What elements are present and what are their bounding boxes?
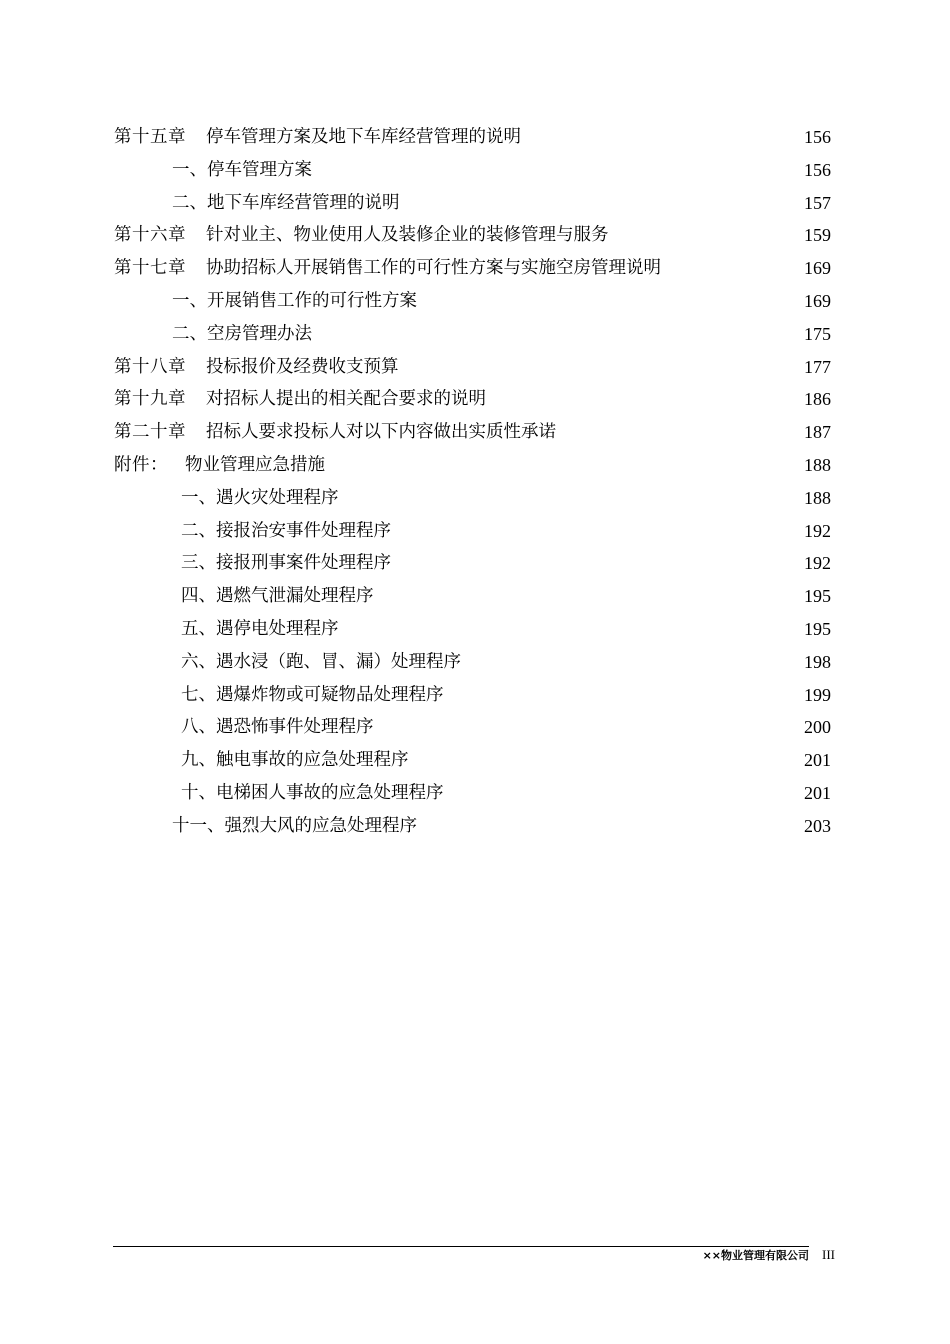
toc-page-number: 195 bbox=[804, 618, 831, 639]
toc-entry-text: 三、接报刑事案件处理程序 bbox=[181, 553, 391, 574]
toc-chapter-number: 第十八章 bbox=[114, 356, 186, 377]
toc-entry-text: 四、遇燃气泄漏处理程序 bbox=[181, 586, 374, 607]
toc-chapter-number: 附件： bbox=[114, 454, 168, 475]
toc-entry-title bbox=[181, 580, 374, 613]
toc-entry-title bbox=[172, 154, 312, 187]
toc-entry-text: 物业管理应急措施 bbox=[185, 454, 325, 475]
toc-entry-text: 十一、强烈大风的应急处理程序 bbox=[172, 815, 417, 836]
toc-entry[interactable] bbox=[0, 285, 950, 318]
toc-chapter-number: 第二十章 bbox=[114, 422, 186, 443]
toc-entry-title bbox=[181, 613, 339, 646]
toc-entry[interactable] bbox=[0, 547, 950, 580]
toc-page-number: 198 bbox=[804, 651, 831, 672]
toc-entry[interactable] bbox=[0, 711, 950, 744]
toc-entry-title bbox=[181, 547, 391, 580]
toc-entry-title bbox=[181, 679, 444, 712]
toc-entry-text: 招标人要求投标人对以下内容做出实质性承诺 bbox=[206, 422, 556, 443]
toc-entry-text: 对招标人提出的相关配合要求的说明 bbox=[206, 389, 486, 410]
toc-entry[interactable] bbox=[0, 777, 950, 810]
toc-entry[interactable] bbox=[0, 613, 950, 646]
toc-entry-text: 七、遇爆炸物或可疑物品处理程序 bbox=[181, 684, 444, 705]
toc-entry-text: 投标报价及经费收支预算 bbox=[206, 356, 399, 377]
toc-entry-title bbox=[172, 810, 417, 843]
toc-entry-text: 五、遇停电处理程序 bbox=[181, 618, 339, 639]
toc-entry-text: 六、遇水浸（跑、冒、漏）处理程序 bbox=[181, 651, 461, 672]
toc-entry[interactable] bbox=[0, 318, 950, 351]
toc-page-number: 188 bbox=[804, 454, 831, 475]
toc-page-number: 199 bbox=[804, 684, 831, 705]
toc-entry-text: 协助招标人开展销售工作的可行性方案与实施空房管理说明 bbox=[206, 258, 661, 279]
toc-entry-title bbox=[114, 121, 521, 154]
toc-entry-text: 八、遇恐怖事件处理程序 bbox=[181, 717, 374, 738]
toc-page-number: 195 bbox=[804, 586, 831, 607]
toc-entry-text: 一、开展销售工作的可行性方案 bbox=[172, 290, 417, 311]
toc-entry-title bbox=[172, 187, 400, 220]
toc-page-number: 157 bbox=[804, 192, 831, 213]
toc-chapter-number: 第十五章 bbox=[114, 127, 186, 147]
toc-entry-title bbox=[114, 351, 399, 384]
toc-chapter-number: 第十九章 bbox=[114, 389, 186, 410]
toc-entry-title bbox=[181, 777, 444, 810]
toc-entry-text: 一、停车管理方案 bbox=[172, 159, 312, 180]
toc-entry-title bbox=[114, 416, 556, 449]
toc-page-number: 169 bbox=[804, 290, 831, 311]
toc-entry-title bbox=[181, 646, 461, 679]
toc-entry-title bbox=[181, 711, 374, 744]
toc-page-number: 201 bbox=[804, 750, 831, 771]
toc-entry[interactable] bbox=[0, 515, 950, 548]
toc-page-number: 187 bbox=[804, 422, 831, 443]
toc-chapter-number: 第十六章 bbox=[114, 225, 186, 246]
toc-entry-title bbox=[181, 482, 339, 515]
toc-entry[interactable] bbox=[0, 416, 950, 449]
toc-entry[interactable] bbox=[0, 580, 950, 613]
toc-entry[interactable] bbox=[0, 810, 950, 843]
toc-page-number: 169 bbox=[804, 258, 831, 279]
toc-entry[interactable] bbox=[0, 482, 950, 515]
toc-entry-text: 针对业主、物业使用人及装修企业的装修管理与服务 bbox=[206, 225, 609, 246]
toc-entry[interactable] bbox=[0, 383, 950, 416]
toc-page-number: 156 bbox=[804, 159, 831, 180]
toc-entry-text: 二、空房管理办法 bbox=[172, 323, 312, 344]
toc-entry-title bbox=[181, 515, 391, 548]
toc-entry-text: 二、接报治安事件处理程序 bbox=[181, 520, 391, 541]
toc-entry[interactable] bbox=[0, 679, 950, 712]
toc-entry[interactable] bbox=[0, 744, 950, 777]
toc-entry-title bbox=[181, 744, 409, 777]
toc-entry-title bbox=[172, 318, 312, 351]
toc-entry-text: 十、电梯困人事故的应急处理程序 bbox=[181, 782, 444, 803]
toc-entry[interactable] bbox=[0, 121, 950, 154]
toc-page-number: 156 bbox=[804, 127, 831, 147]
toc-entry-text: 停车管理方案及地下车库经营管理的说明 bbox=[206, 127, 521, 147]
footer-page-number: III bbox=[822, 1247, 835, 1262]
toc-page-number: 192 bbox=[804, 520, 831, 541]
table-of-contents bbox=[0, 121, 950, 843]
toc-entry-text: 九、触电事故的应急处理程序 bbox=[181, 750, 409, 771]
toc-entry-title bbox=[172, 285, 417, 318]
toc-entry-title bbox=[114, 449, 325, 482]
toc-page-number: 203 bbox=[804, 815, 831, 836]
toc-entry[interactable] bbox=[0, 646, 950, 679]
footer-company-name: ××物业管理有限公司 bbox=[702, 1249, 809, 1262]
toc-page-number: 201 bbox=[804, 782, 831, 803]
toc-page-number: 159 bbox=[804, 225, 831, 246]
toc-page-number: 200 bbox=[804, 717, 831, 738]
toc-page-number: 188 bbox=[804, 487, 831, 508]
toc-chapter-number: 第十七章 bbox=[114, 258, 186, 279]
toc-entry[interactable] bbox=[0, 154, 950, 187]
toc-entry-title bbox=[114, 383, 486, 416]
toc-entry-title bbox=[114, 219, 609, 252]
toc-page-number: 177 bbox=[804, 356, 831, 377]
toc-entry-title bbox=[114, 252, 661, 285]
toc-page-number: 175 bbox=[804, 323, 831, 344]
toc-entry[interactable] bbox=[0, 187, 950, 220]
toc-entry[interactable] bbox=[0, 219, 950, 252]
toc-entry[interactable] bbox=[0, 252, 950, 285]
toc-page-number: 186 bbox=[804, 389, 831, 410]
toc-page-number: 192 bbox=[804, 553, 831, 574]
toc-entry[interactable] bbox=[0, 449, 950, 482]
toc-entry-text: 一、遇火灾处理程序 bbox=[181, 487, 339, 508]
toc-entry-text: 二、地下车库经营管理的说明 bbox=[172, 192, 400, 213]
toc-entry[interactable] bbox=[0, 351, 950, 384]
